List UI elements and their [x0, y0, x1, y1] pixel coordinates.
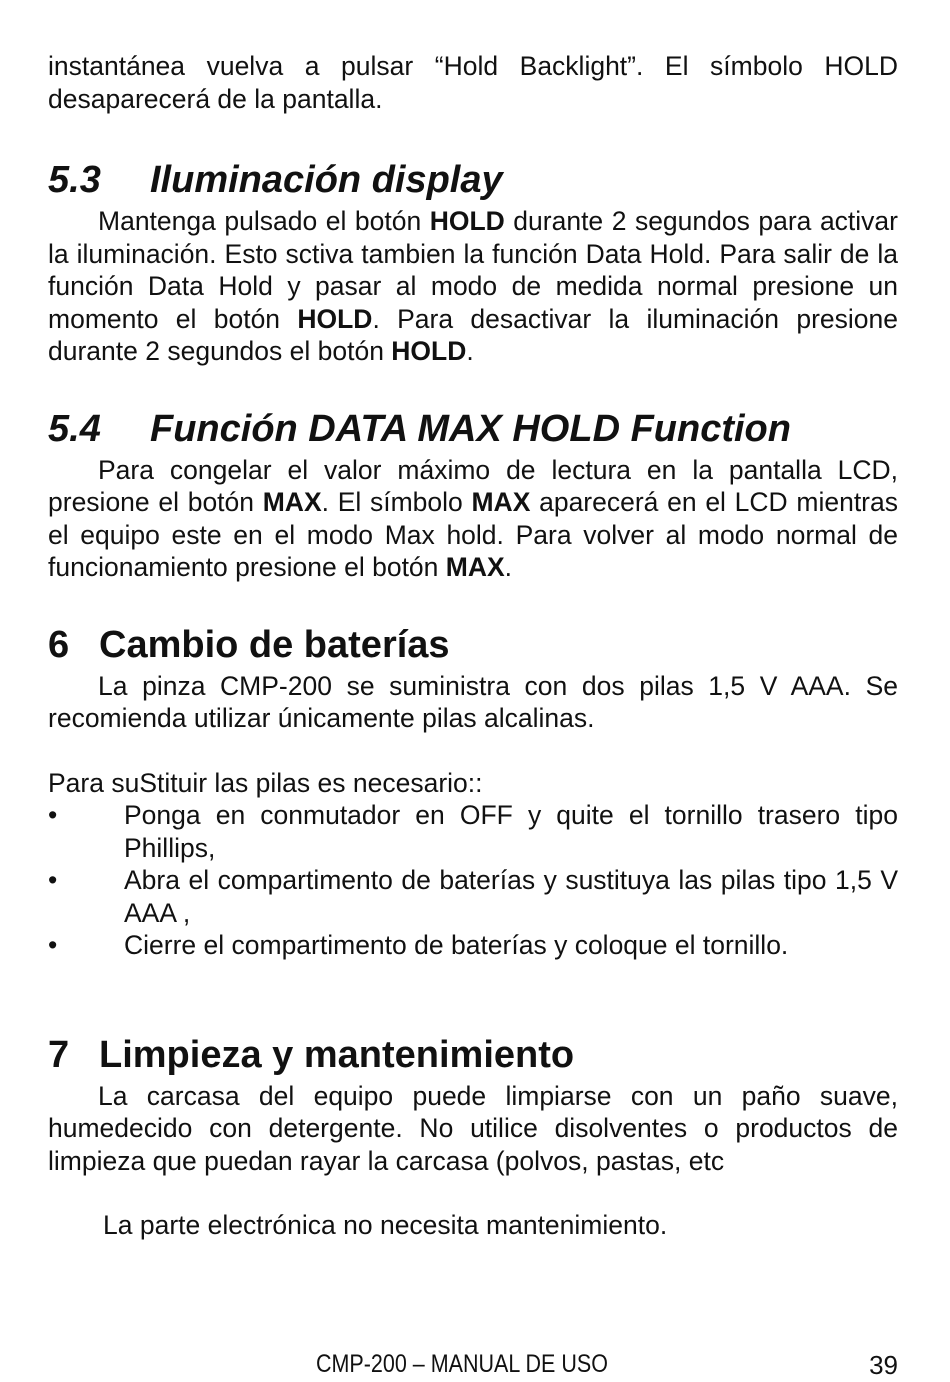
section-6-heading	[48, 622, 898, 668]
section-5-4-paragraph	[48, 454, 898, 584]
bullet-icon: •	[48, 800, 58, 830]
intro-paragraph: instantánea vuelva a pulsar “Hold Backlight”. El símbolo HOLD desaparecerá de la pantalla.	[48, 51, 898, 114]
section-6-list-intro: Para suStituir las pilas es necesario::	[48, 767, 483, 798]
section-number: 5.4	[48, 407, 101, 450]
section-6-paragraph: La pinza CMP-200 se suministra con dos pilas 1,5 V AAA. Se recomienda utilizar únicamente pilas alcalinas.	[48, 670, 898, 733]
bold-run: MAX	[445, 552, 505, 582]
list-item	[48, 864, 898, 929]
bold-run: HOLD	[429, 206, 505, 236]
section-5-4-heading	[48, 406, 898, 452]
list-item-text: Cierre el compartimento de baterías y coloque el tornillo.	[124, 930, 789, 960]
bullet-icon: •	[48, 865, 58, 895]
section-5-3-paragraph	[48, 205, 898, 368]
section-number: 6	[48, 623, 70, 666]
text-run: Para congelar el valor máximo de lectura en la pantalla LCD, presione el botón	[48, 454, 898, 517]
section-title: Iluminación display	[150, 159, 503, 201]
list-item-text: Ponga en conmutador en OFF y quite el tornillo trasero tipo Phillips,	[124, 800, 898, 863]
page-number: 39	[869, 1350, 898, 1380]
text-run: . Para desactivar la iluminación presione durante 2 segundos el botón	[48, 303, 898, 366]
bold-run: HOLD	[391, 336, 467, 366]
section-title: Limpieza y mantenimiento	[99, 1033, 575, 1076]
text-run: . El símbolo	[321, 487, 472, 517]
section-5-3-heading	[48, 157, 898, 203]
section-number: 7	[48, 1033, 70, 1076]
section-number: 5.3	[48, 159, 101, 201]
section-title: Función DATA MAX HOLD Function	[150, 407, 791, 450]
bold-run: HOLD	[297, 303, 373, 334]
bold-run: MAX	[262, 487, 322, 517]
list-item	[48, 929, 898, 962]
text-run: .	[504, 552, 513, 582]
text-run: durante 2 segundos para activar la iluminación. Esto sctiva tambien la función Data Hold. Para salir de la función Data Hold y pasar al modo de medida normal presione un momento el botón	[48, 206, 898, 334]
list-item	[48, 799, 898, 864]
bullet-icon: •	[48, 930, 58, 960]
bold-run: MAX	[471, 487, 531, 517]
document-page	[48, 50, 898, 1242]
section-7-heading	[48, 1032, 898, 1078]
text-run: aparecerá en el LCD mientras el equipo este en el modo Max hold. Para volver al modo normal de funcionamiento presione el botón	[48, 487, 898, 582]
section-7-note: La parte electrónica no necesita mantenimiento.	[103, 1210, 668, 1240]
section-title: Cambio de baterías	[99, 623, 450, 666]
list-item-text: Abra el compartimento de baterías y sustituya las pilas tipo 1,5 V AAA ,	[124, 865, 898, 928]
text-run: Mantenga pulsado el botón	[98, 206, 430, 236]
battery-steps-list	[48, 799, 898, 962]
text-run: .	[466, 336, 474, 366]
section-7-paragraph: La carcasa del equipo puede limpiarse con un paño suave, humedecido con detergente. No utilice disolventes o productos de limpieza que puedan rayar la carcasa (polvos, pastas, etc	[48, 1080, 898, 1176]
footer-title: CMP-200 – MANUAL DE USO	[316, 1350, 608, 1378]
page-footer	[0, 1350, 950, 1382]
